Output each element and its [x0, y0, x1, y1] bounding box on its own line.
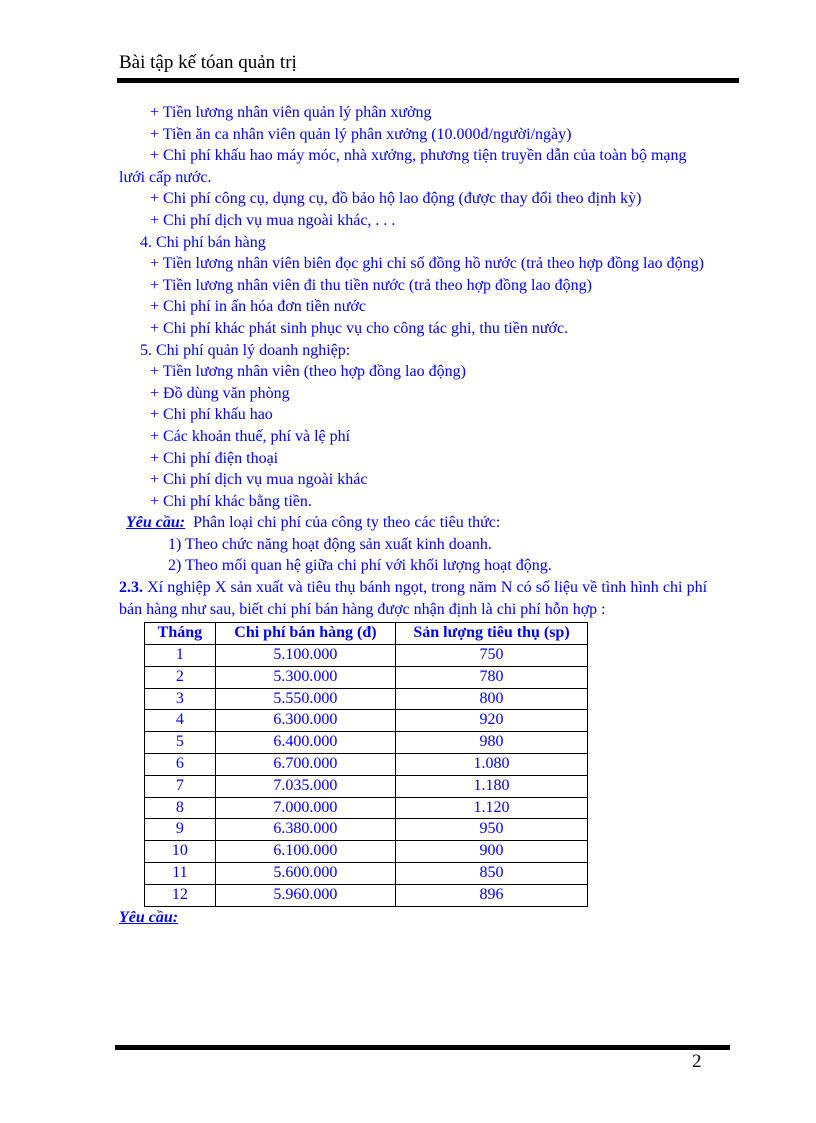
- table-cell-month: 1: [145, 645, 216, 667]
- table-cell-cost: 5.550.000: [215, 688, 395, 710]
- table-cell-volume: 980: [396, 732, 588, 754]
- table-cell-volume: 850: [396, 863, 588, 885]
- list-item: + Tiền lương nhân viên biên đọc ghi chỉ số đồng hồ nước (trả theo hợp đồng lao động): [150, 255, 704, 273]
- table-cell-month: 3: [145, 688, 216, 710]
- table-cell-cost: 6.700.000: [215, 754, 395, 776]
- page-header-title: Bài tập kế tóan quản trị: [119, 52, 297, 73]
- list-item: + Tiền lương nhân viên đi thu tiền nước (trả theo hợp đồng lao động): [150, 276, 592, 294]
- list-item: + Tiền ăn ca nhân viên quản lý phân xưởng (10.000đ/người/ngày): [150, 125, 572, 143]
- list-item: + Chi phí khấu hao: [150, 406, 273, 424]
- table-cell-cost: 5.600.000: [215, 863, 395, 885]
- list-item: + Chi phí điện thoại: [150, 449, 279, 467]
- document-body: [119, 102, 707, 928]
- list-item: + Đồ dùng văn phòng: [150, 384, 290, 402]
- table-row: [145, 666, 588, 688]
- table-row: [145, 645, 588, 667]
- table-cell-volume: 920: [396, 710, 588, 732]
- table-row: [145, 797, 588, 819]
- table-row: [145, 688, 588, 710]
- table-cell-volume: 1.080: [396, 754, 588, 776]
- table-cell-cost: 5.100.000: [215, 645, 395, 667]
- list-item: + Tiền lương nhân viên (theo hợp đồng lao động): [150, 363, 466, 381]
- requirement-text: Phân loại chi phí của công ty theo các tiêu thức:: [193, 514, 501, 532]
- table-header-row: [145, 623, 588, 645]
- header-rule: [117, 78, 739, 83]
- table-cell-cost: 5.300.000: [215, 666, 395, 688]
- list-item: 2) Theo mối quan hệ giữa chi phí với khối lượng hoạt động.: [168, 557, 552, 575]
- exercise-paragraph: [119, 577, 707, 620]
- list-item: + Chi phí công cụ, dụng cụ, đồ bảo hộ lao động (được thay đổi theo định kỳ): [150, 190, 642, 208]
- table-cell-volume: 780: [396, 666, 588, 688]
- list-item: 1) Theo chức năng hoạt động sản xuất kinh doanh.: [168, 535, 492, 553]
- table-cell-cost: 7.035.000: [215, 775, 395, 797]
- sales-cost-table: [144, 622, 588, 906]
- requirement-label: Yêu cầu:: [119, 908, 179, 926]
- list-item: + Các khoản thuế, phí và lệ phí: [150, 427, 351, 445]
- table-header-cost: Chi phí bán hàng (đ): [215, 623, 395, 645]
- table-cell-month: 8: [145, 797, 216, 819]
- table-cell-month: 10: [145, 841, 216, 863]
- table-row: [145, 775, 588, 797]
- list-item: + Chi phí dịch vụ mua ngoài khác: [150, 471, 368, 489]
- table-cell-cost: 6.300.000: [215, 710, 395, 732]
- table-cell-cost: 6.100.000: [215, 841, 395, 863]
- list-item: + Chi phí khấu hao máy móc, nhà xưởng, phương tiện truyền dẫn của toàn bộ mạng lưới cấp nước.: [119, 147, 687, 186]
- footer-rule: [115, 1045, 730, 1050]
- table-cell-volume: 1.120: [396, 797, 588, 819]
- table-cell-volume: 800: [396, 688, 588, 710]
- table-row: [145, 819, 588, 841]
- table-header-month: Tháng: [145, 623, 216, 645]
- table-cell-volume: 950: [396, 819, 588, 841]
- list-item: + Chi phí dịch vụ mua ngoài khác, . . .: [150, 211, 396, 229]
- table-cell-month: 12: [145, 884, 216, 906]
- section-heading: 4. Chi phí bán hàng: [140, 233, 266, 251]
- exercise-number: 2.3.: [119, 579, 143, 597]
- table-cell-volume: 896: [396, 884, 588, 906]
- table-cell-month: 4: [145, 710, 216, 732]
- table-body: [145, 645, 588, 907]
- table-row: [145, 710, 588, 732]
- table-cell-volume: 1.180: [396, 775, 588, 797]
- table-row: [145, 841, 588, 863]
- table-cell-volume: 900: [396, 841, 588, 863]
- table-cell-month: 7: [145, 775, 216, 797]
- table-cell-month: 11: [145, 863, 216, 885]
- table-cell-cost: 6.380.000: [215, 819, 395, 841]
- table-cell-cost: 6.400.000: [215, 732, 395, 754]
- list-item: + Tiền lương nhân viên quản lý phân xưởng: [150, 104, 432, 121]
- requirement-line: [119, 512, 707, 534]
- page-number: 2: [692, 1051, 702, 1072]
- list-item: + Chi phí khác phát sinh phục vụ cho công tác ghi, thu tiền nước.: [150, 319, 569, 337]
- table-cell-month: 9: [145, 819, 216, 841]
- table-cell-month: 5: [145, 732, 216, 754]
- exercise-text: Xí nghiệp X sản xuất và tiêu thụ bánh ngọt, trong năm N có số liệu về tình hình chi phí bán hàng như sau, biết chi phí bán hàng được nhận định là chi phí hỗn hợp :: [119, 579, 708, 618]
- section-heading: 5. Chi phí quản lý doanh nghiệp:: [140, 341, 351, 359]
- table-cell-month: 2: [145, 666, 216, 688]
- table-row: [145, 863, 588, 885]
- table-cell-cost: 7.000.000: [215, 797, 395, 819]
- list-item: + Chi phí khác bằng tiền.: [150, 492, 312, 510]
- requirement-label: Yêu cầu:: [126, 514, 186, 532]
- table-cell-month: 6: [145, 754, 216, 776]
- table-cell-volume: 750: [396, 645, 588, 667]
- table-header-volume: Sản lượng tiêu thụ (sp): [396, 623, 588, 645]
- list-item: + Chi phí in ấn hóa đơn tiền nước: [150, 298, 366, 316]
- table-row: [145, 732, 588, 754]
- table-row: [145, 884, 588, 906]
- table-cell-cost: 5.960.000: [215, 884, 395, 906]
- table-row: [145, 754, 588, 776]
